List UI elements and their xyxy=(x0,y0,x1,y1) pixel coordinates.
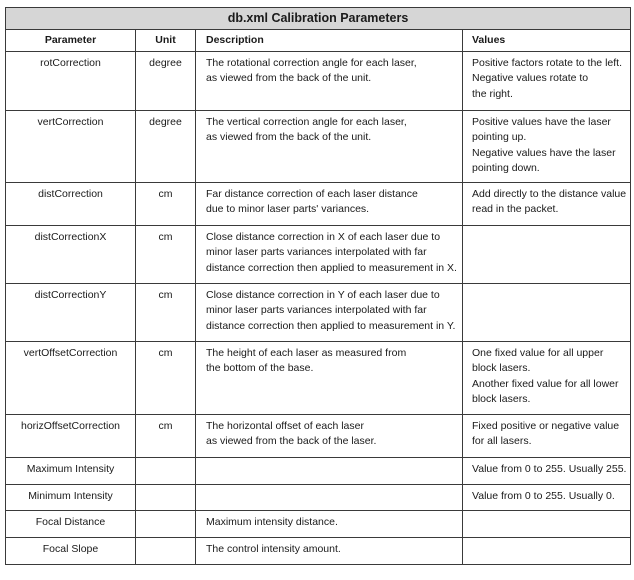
values-cell-line: block lasers. xyxy=(472,362,531,375)
description-cell-line: distance correction then applied to measurement in X. xyxy=(206,261,457,274)
values-cell-line: Fixed positive or negative value xyxy=(472,419,620,432)
unit-cell: degree xyxy=(136,51,196,110)
table-row xyxy=(6,110,631,182)
description-cell xyxy=(196,341,463,414)
description-cell-line: as viewed from the back of the laser. xyxy=(206,435,377,448)
description-cell-line: as viewed from the back of the unit. xyxy=(206,131,372,144)
description-cell-line: Close distance correction in Y of each laser due to xyxy=(206,288,440,301)
values-cell-line: read in the packet. xyxy=(472,203,559,216)
table-row xyxy=(6,341,631,414)
description-cell xyxy=(196,182,463,225)
values-cell-line: Another fixed value for all lower xyxy=(472,377,619,390)
unit-cell: cm xyxy=(136,341,196,414)
unit-cell: degree xyxy=(136,110,196,182)
header-parameter: Parameter xyxy=(6,30,136,52)
values-cell xyxy=(463,510,631,537)
values-cell xyxy=(463,414,631,457)
unit-cell xyxy=(136,484,196,510)
values-cell-line: Positive values have the laser xyxy=(472,115,611,128)
description-cell xyxy=(196,537,463,564)
description-cell-line: Maximum intensity distance. xyxy=(206,515,338,528)
description-cell xyxy=(196,510,463,537)
values-cell xyxy=(463,484,631,510)
table-row xyxy=(6,537,631,564)
values-cell xyxy=(463,51,631,110)
values-cell-line: Add directly to the distance value xyxy=(472,187,627,200)
parameter-cell: vertCorrection xyxy=(6,110,136,182)
description-cell-line: minor laser parts variances interpolated with far xyxy=(206,246,427,259)
parameter-cell: distCorrection xyxy=(6,182,136,225)
table-row xyxy=(6,414,631,457)
description-cell xyxy=(196,283,463,341)
header-description: Description xyxy=(196,30,463,52)
unit-cell xyxy=(136,457,196,484)
description-cell xyxy=(196,225,463,283)
values-cell-line: the right. xyxy=(472,87,513,100)
description-cell-line: minor laser parts variances interpolated with far xyxy=(206,304,427,317)
parameter-cell: distCorrectionX xyxy=(6,225,136,283)
values-cell xyxy=(463,182,631,225)
table-row xyxy=(6,484,631,510)
description-cell-line: The height of each laser as measured from xyxy=(206,346,407,359)
description-cell-line: due to minor laser parts' variances. xyxy=(206,203,370,216)
parameter-cell: rotCorrection xyxy=(6,51,136,110)
values-cell xyxy=(463,283,631,341)
parameter-cell: horizOffsetCorrection xyxy=(6,414,136,457)
table-row xyxy=(6,51,631,110)
header-row xyxy=(6,30,631,52)
values-cell xyxy=(463,457,631,484)
table-row xyxy=(6,283,631,341)
parameter-cell: Focal Slope xyxy=(6,537,136,564)
values-cell-line: pointing down. xyxy=(472,162,540,175)
header-unit: Unit xyxy=(136,30,196,52)
parameter-cell: Maximum Intensity xyxy=(6,457,136,484)
parameter-cell: Focal Distance xyxy=(6,510,136,537)
parameter-cell: distCorrectionY xyxy=(6,283,136,341)
values-cell-line: for all lasers. xyxy=(472,435,532,448)
description-cell-line: The rotational correction angle for each laser, xyxy=(206,56,417,69)
unit-cell xyxy=(136,510,196,537)
table-row xyxy=(6,510,631,537)
unit-cell: cm xyxy=(136,414,196,457)
description-cell-line: distance correction then applied to measurement in Y. xyxy=(206,319,456,332)
values-cell-line: Negative values rotate to xyxy=(472,72,589,85)
table-title: db.xml Calibration Parameters xyxy=(6,8,631,30)
description-cell xyxy=(196,457,463,484)
table-body xyxy=(6,51,631,564)
parameter-cell: Minimum Intensity xyxy=(6,484,136,510)
values-cell-line: Negative values have the laser xyxy=(472,146,616,159)
values-cell-line: One fixed value for all upper xyxy=(472,346,604,359)
description-cell-line: The horizontal offset of each laser xyxy=(206,419,364,432)
description-cell xyxy=(196,51,463,110)
description-cell xyxy=(196,414,463,457)
description-cell xyxy=(196,110,463,182)
description-cell-line: The vertical correction angle for each laser, xyxy=(206,115,407,128)
values-cell-line: block lasers. xyxy=(472,393,531,406)
table-row xyxy=(6,457,631,484)
description-cell-line: Far distance correction of each laser distance xyxy=(206,187,418,200)
values-cell xyxy=(463,341,631,414)
values-cell xyxy=(463,110,631,182)
description-cell-line: The control intensity amount. xyxy=(206,542,341,555)
values-cell-line: Value from 0 to 255. Usually 255. xyxy=(472,462,627,475)
description-cell-line: Close distance correction in X of each laser due to xyxy=(206,230,441,243)
unit-cell xyxy=(136,537,196,564)
unit-cell: cm xyxy=(136,283,196,341)
parameter-cell: vertOffsetCorrection xyxy=(6,341,136,414)
values-cell xyxy=(463,537,631,564)
values-cell-line: pointing up. xyxy=(472,131,527,144)
header-values: Values xyxy=(463,30,631,52)
description-cell-line: the bottom of the base. xyxy=(206,362,314,375)
table-row xyxy=(6,225,631,283)
description-cell-line: as viewed from the back of the unit. xyxy=(206,72,372,85)
unit-cell: cm xyxy=(136,182,196,225)
values-cell-line: Value from 0 to 255. Usually 0. xyxy=(472,489,615,502)
calibration-parameters-table xyxy=(5,7,631,565)
description-cell xyxy=(196,484,463,510)
unit-cell: cm xyxy=(136,225,196,283)
values-cell-line: Positive factors rotate to the left. xyxy=(472,56,622,69)
values-cell xyxy=(463,225,631,283)
table-row xyxy=(6,182,631,225)
